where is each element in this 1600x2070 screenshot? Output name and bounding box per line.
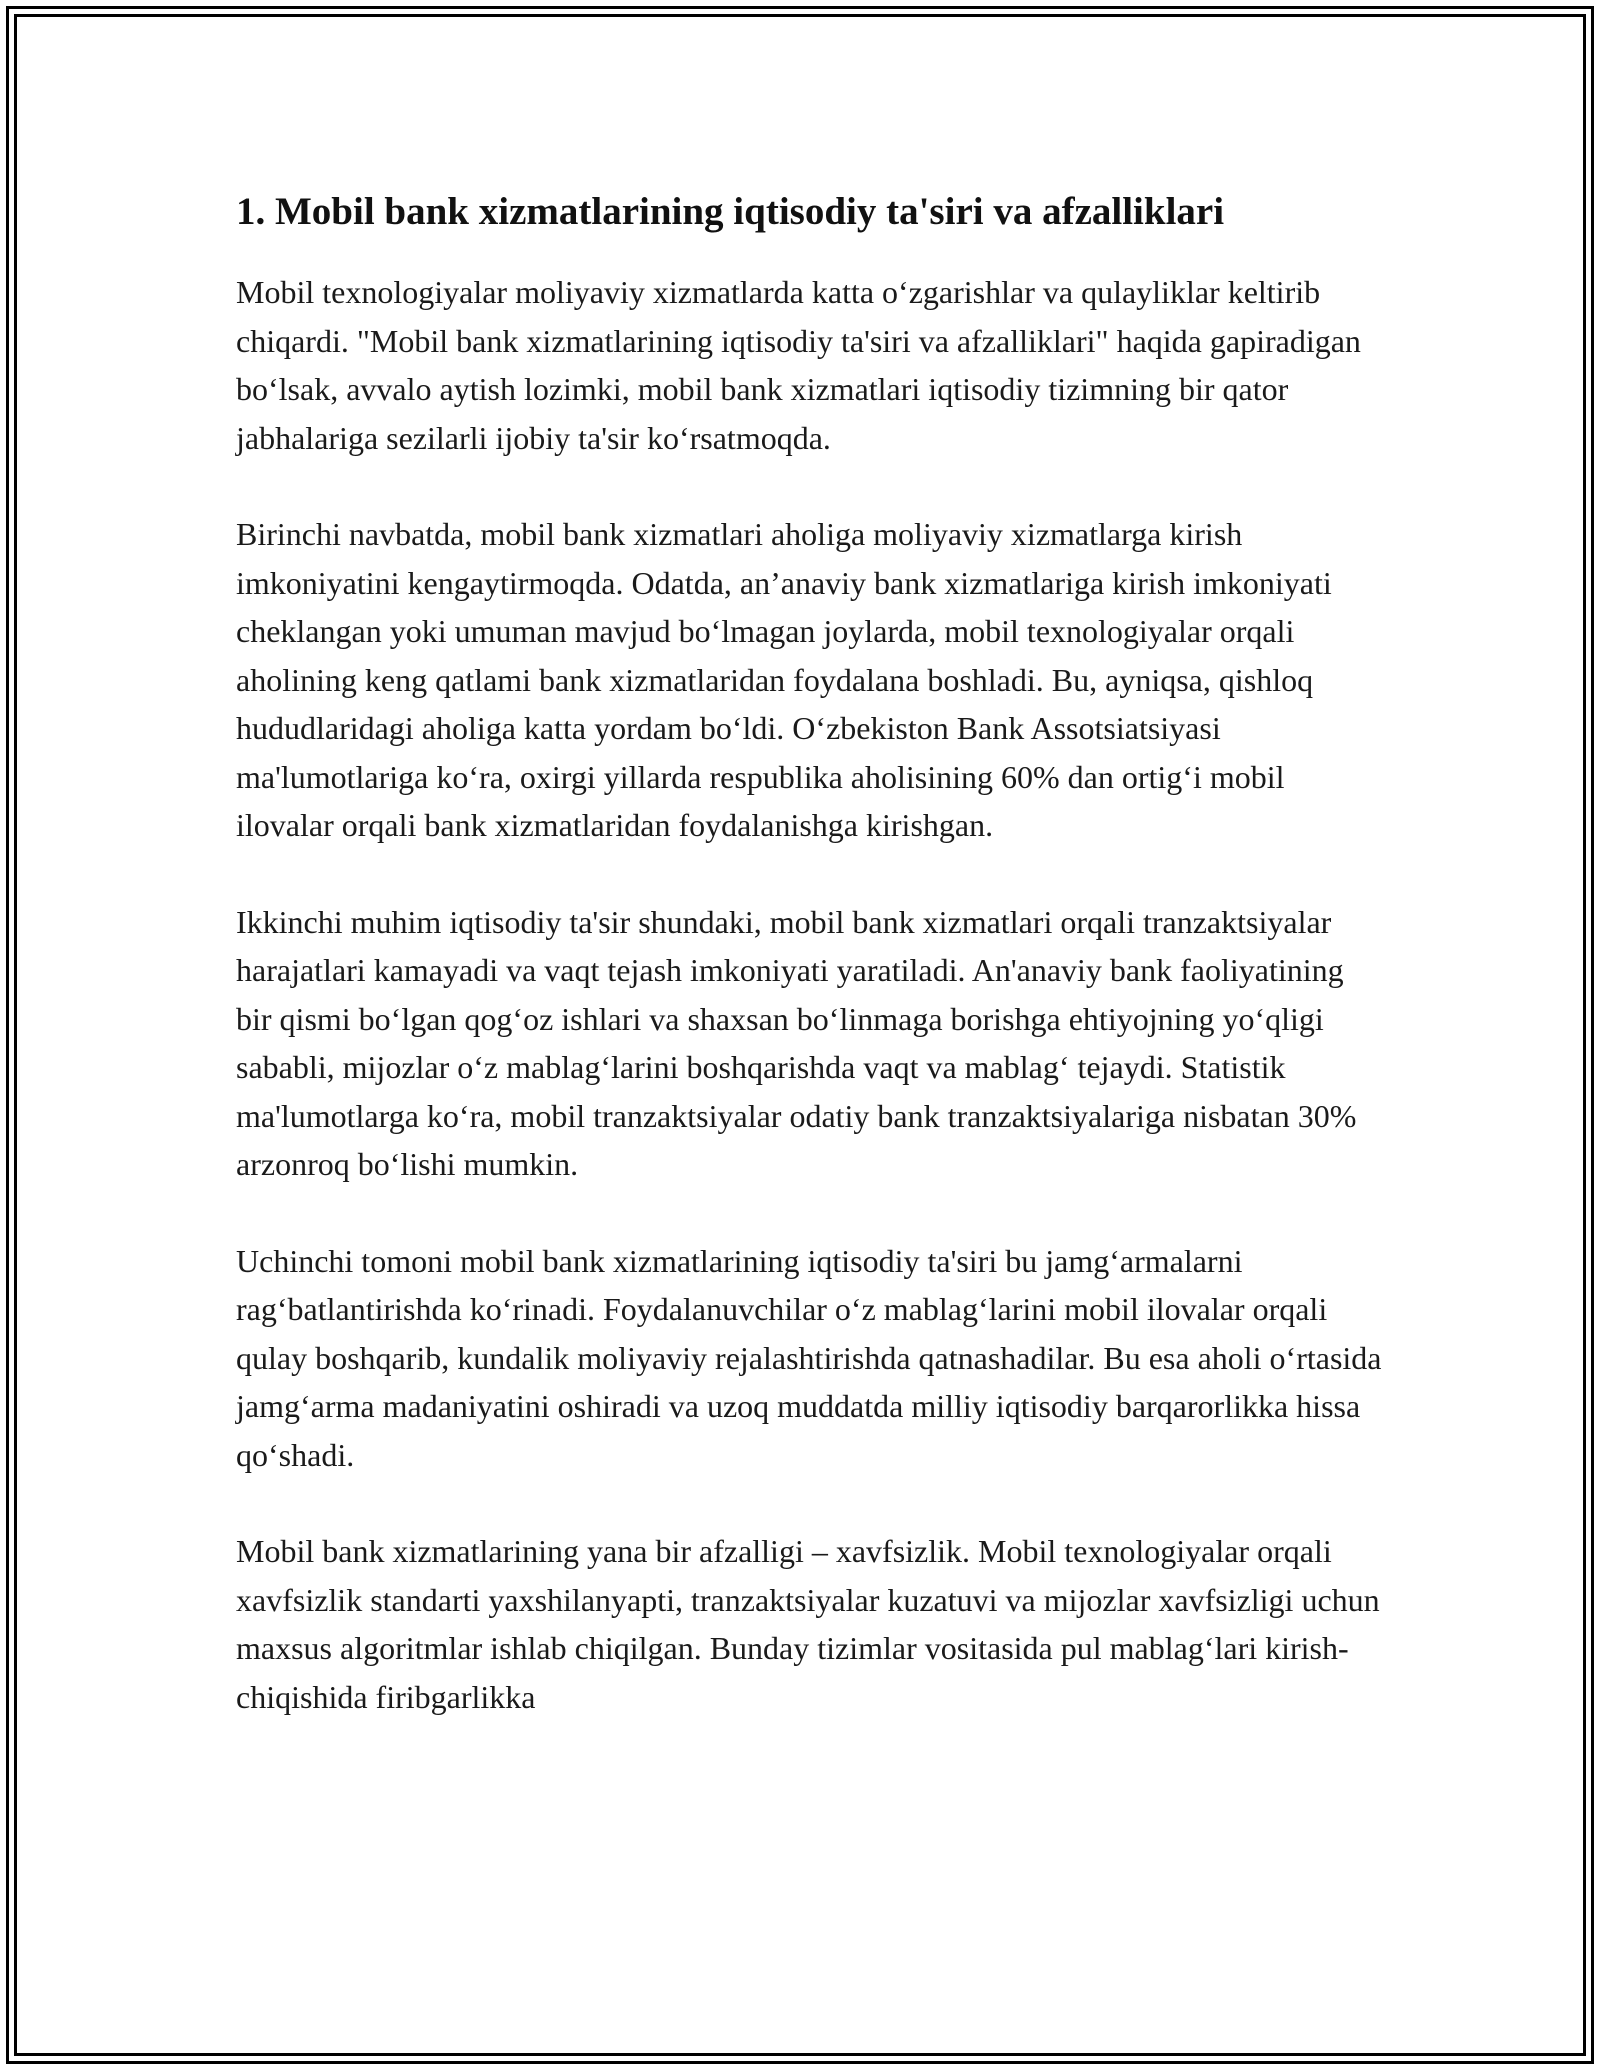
paragraph-savings: Uchinchi tomoni mobil bank xizmatlarining iqtisodiy ta'siri bu jamg‘armalarni rag‘batlantirishda ko‘rinadi. Foydalanuvchilar o‘z mablag‘larini mobil ilovalar orqali qulay boshqarib, kundalik moliyaviy rejalashtirishda qatnashadilar. Bu esa aholi o‘rtasida jamg‘arma madaniyatini oshiradi va uzoq muddatda milliy iqtisodiy barqarorlikka hissa qo‘shadi.	[236, 1242, 1382, 1473]
paragraph-access: Birinchi navbatda, mobil bank xizmatlari aholiga moliyaviy xizmatlarga kirish imkoniyatini kengaytirmoqda. Odatda, an’anaviy bank xizmatlariga kirish imkoniyati cheklangan yoki umuman mavjud bo‘lmagan joylarda, mobil texnologiyalar orqali aholining keng qatlami bank xizmatlaridan foydalana boshladi. Bu, ayniqsa, qishloq hududlaridagi aholiga katta yordam bo‘ldi. O‘zbekiston Bank Assotsiatsiyasi ma'lumotlariga ko‘ra, oxirgi yillarda respublika aholisining 60% dan ortig‘i mobil ilovalar orqali bank xizmatlaridan foydalanishga kirishgan.	[236, 516, 1332, 843]
paragraph-intro: Mobil texnologiyalar moliyaviy xizmatlarda katta o‘zgarishlar va qulayliklar keltirib chiqardi. "Mobil bank xizmatlarining iqtisodiy ta'siri va afzalliklari" haqida gapiradigan bo‘lsak, avvalo aytish lozimki, mobil bank xizmatlari iqtisodiy tizimning bir qator jabhalariga sezilarli ijobiy ta'sir ko‘rsatmoqda.	[236, 274, 1361, 456]
section-heading: 1. Mobil bank xizmatlarining iqtisodiy ta'siri va afzalliklari	[236, 190, 1225, 233]
document-body	[236, 184, 1386, 1769]
paragraph-security: Mobil bank xizmatlarining yana bir afzalligi – xavfsizlik. Mobil texnologiyalar orqali xavfsizlik standarti yaxshilanyapti, tranzaktsiyalar kuzatuvi va mijozlar xavfsizligi uchun maxsus algoritmlar ishlab chiqilgan. Bunday tizimlar vositasida pul mablag‘lari kirish-chiqishida firibgarlikka	[236, 1533, 1380, 1715]
paragraph-costs: Ikkinchi muhim iqtisodiy ta'sir shundaki, mobil bank xizmatlari orqali tranzaktsiyalar harajatlari kamayadi va vaqt tejash imkoniyati yaratiladi. An'anaviy bank faoliyatining bir qismi bo‘lgan qog‘oz ishlari va shaxsan bo‘linmaga borishga ehtiyojning yo‘qligi sababli, mijozlar o‘z mablag‘larini boshqarishda vaqt va mablag‘ tejaydi. Statistik ma'lumotlarga ko‘ra, mobil tranzaktsiyalar odatiy bank tranzaktsiyalariga nisbatan 30% arzonroq bo‘lishi mumkin.	[236, 903, 1357, 1182]
